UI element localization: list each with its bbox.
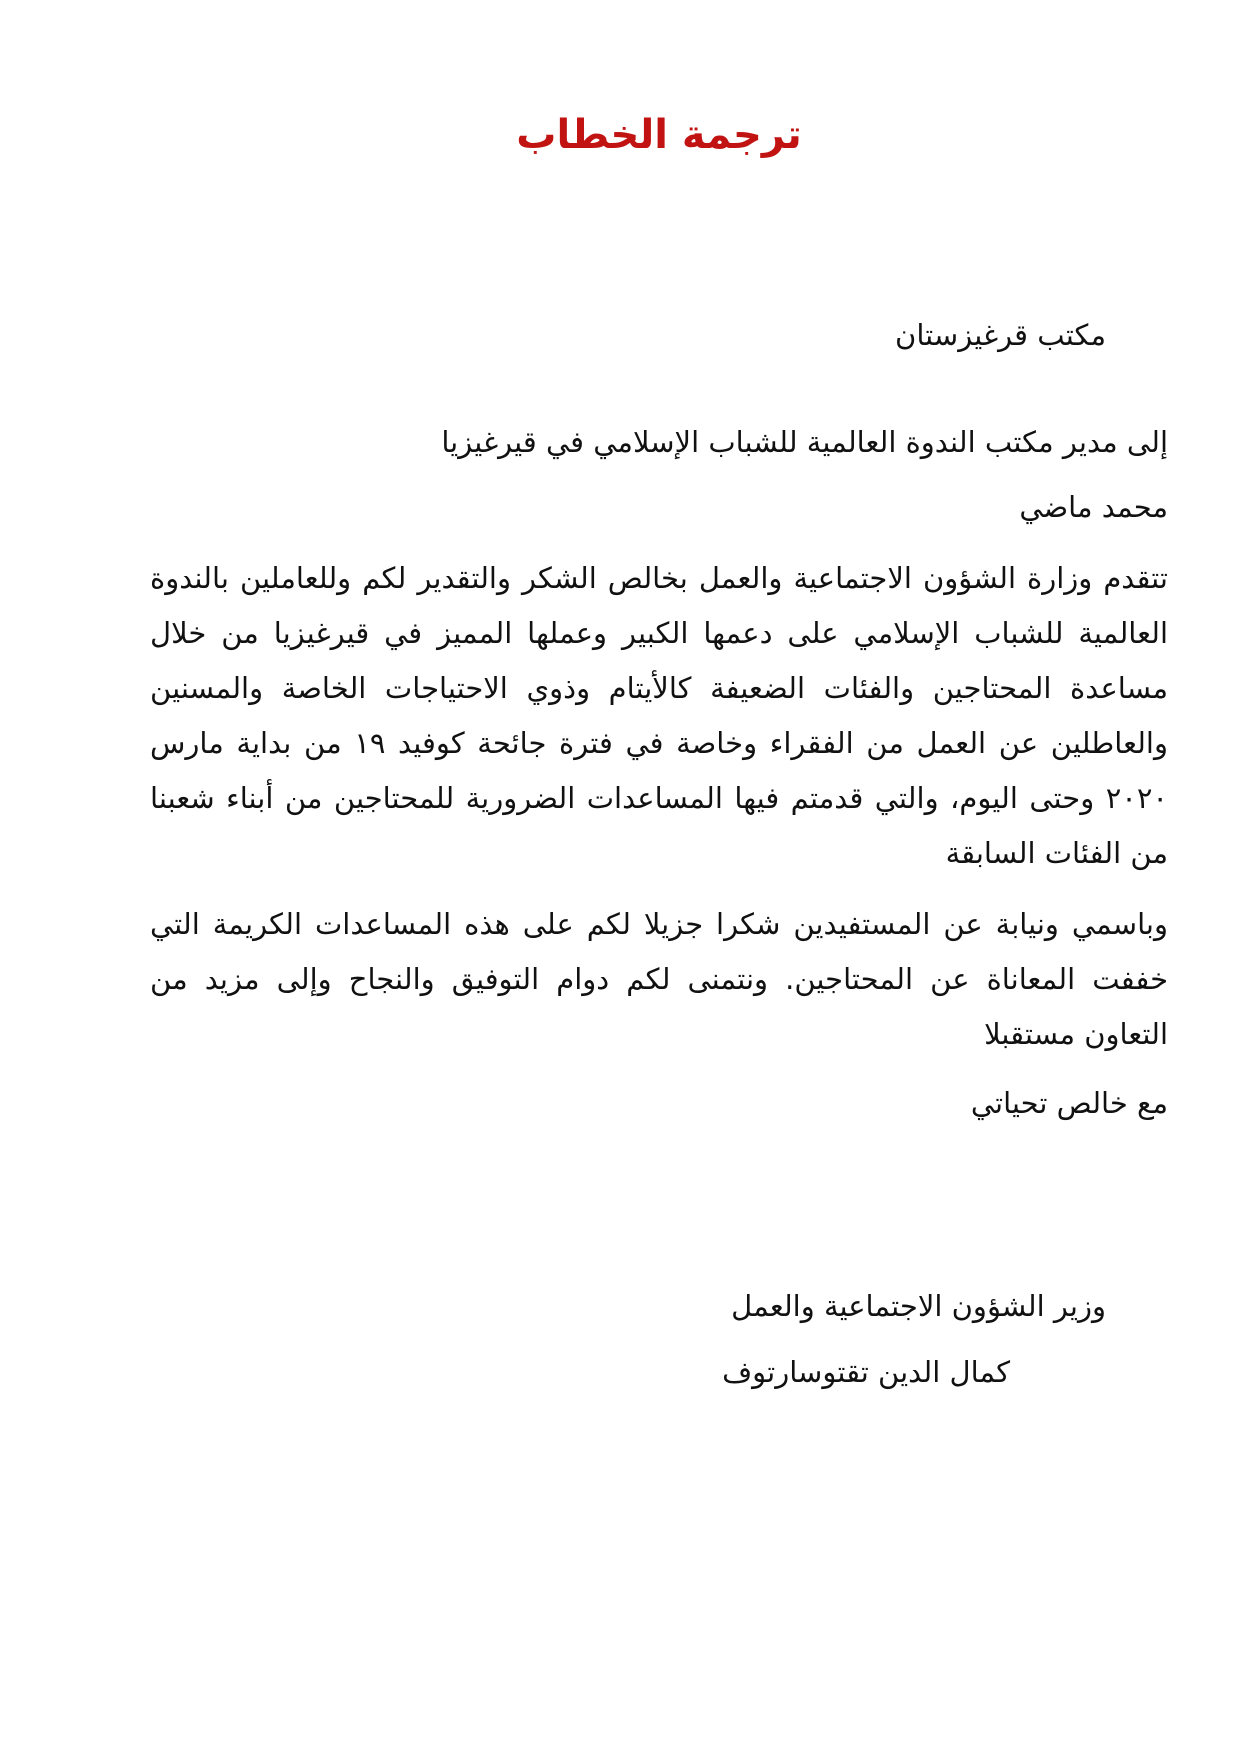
signature-block xyxy=(150,1273,1168,1405)
office-line: مكتب قرغيزستان xyxy=(895,318,1106,352)
closing-line: مع خالص تحياتي xyxy=(970,1086,1168,1120)
recipient-name: محمد ماضي xyxy=(1019,490,1168,524)
signature-name: كمال الدين تقتوسارتوف xyxy=(722,1355,1010,1389)
recipient-line: إلى مدير مكتب الندوة العالمية للشباب الإسلامي في قيرغيزيا xyxy=(441,425,1168,459)
signature-title: وزير الشؤون الاجتماعية والعمل xyxy=(731,1289,1106,1323)
paragraph-thanks: تتقدم وزارة الشؤون الاجتماعية والعمل بخالص الشكر والتقدير لكم وللعاملين بالندوة العالمية للشباب الإسلامي على دعمها الكبير وعملها المميز في قيرغيزيا من خلال مساعدة المحتاجين والفئات الضعيفة كالأيتام وذوي الاحتياجات الخاصة والمسنين والعاطلين عن العمل من الفقراء وخاصة في فترة جائحة كوفيد ١٩ من بداية مارس ٢٠٢٠ وحتى اليوم، والتي قدمتم فيها المساعدات الضرورية للمحتاجين من أبناء شعبنا من الفئات السابقة xyxy=(150,561,1168,870)
paragraph-gratitude: وباسمي ونيابة عن المستفيدين شكرا جزيلا لكم على هذه المساعدات الكريمة التي خففت المعاناة عن المحتاجين. ونتمنى لكم دوام التوفيق والنجاح وإلى مزيد من التعاون مستقبلا xyxy=(150,907,1168,1051)
document-title: ترجمة الخطاب xyxy=(516,112,802,158)
